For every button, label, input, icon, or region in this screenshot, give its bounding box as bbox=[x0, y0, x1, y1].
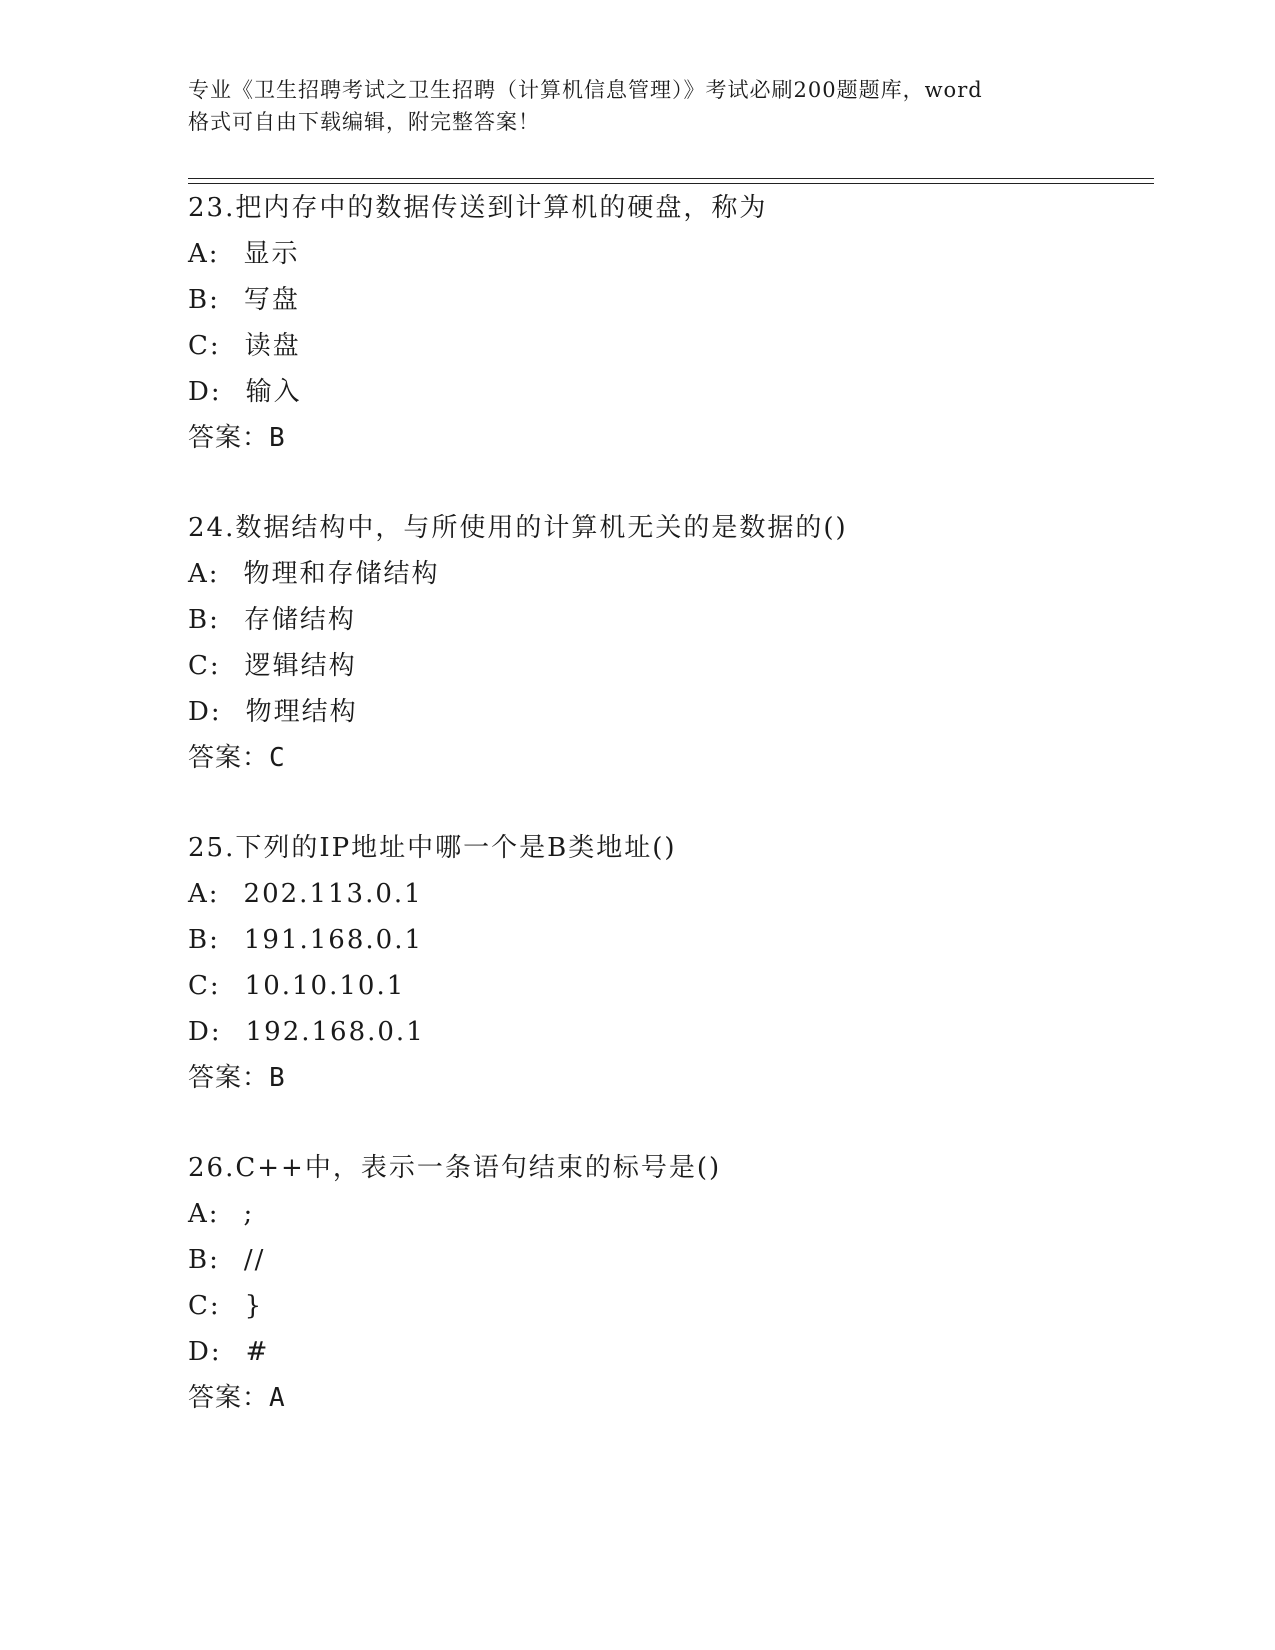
option-text: } bbox=[244, 1291, 264, 1321]
option-b bbox=[188, 277, 1148, 323]
option-text: 读盘 bbox=[244, 331, 301, 361]
option-a bbox=[188, 551, 1148, 597]
option-a bbox=[188, 871, 1148, 917]
question-23 bbox=[188, 185, 1148, 461]
option-text: 192.168.0.1 bbox=[245, 1017, 425, 1047]
header-divider-top bbox=[188, 178, 1154, 179]
option-d bbox=[188, 689, 1148, 735]
option-c bbox=[188, 1283, 1148, 1329]
answer bbox=[188, 415, 1148, 461]
option-d bbox=[188, 369, 1148, 415]
option-letter: A: bbox=[188, 1199, 220, 1229]
option-letter: B: bbox=[188, 925, 220, 955]
option-letter: A: bbox=[188, 879, 220, 909]
option-text: 输入 bbox=[245, 377, 302, 407]
document-header bbox=[188, 74, 1118, 138]
option-letter: C: bbox=[188, 331, 221, 361]
question-text: 25.下列的IP地址中哪一个是B类地址() bbox=[188, 833, 677, 863]
option-letter: B: bbox=[188, 1245, 220, 1275]
option-d bbox=[188, 1009, 1148, 1055]
option-letter: C: bbox=[188, 1291, 221, 1321]
option-a bbox=[188, 231, 1148, 277]
header-divider-bottom bbox=[188, 183, 1154, 184]
option-text: ; bbox=[243, 1199, 255, 1229]
option-text: # bbox=[245, 1337, 270, 1367]
option-a bbox=[188, 1191, 1148, 1237]
option-text: 逻辑结构 bbox=[244, 651, 357, 681]
option-c bbox=[188, 963, 1148, 1009]
question-text: 24.数据结构中，与所使用的计算机无关的是数据的() bbox=[188, 513, 848, 543]
option-letter: B: bbox=[188, 285, 220, 315]
option-letter: C: bbox=[188, 971, 221, 1001]
option-letter: D: bbox=[188, 697, 222, 727]
answer bbox=[188, 1375, 1148, 1421]
question-text: 26.C++中，表示一条语句结束的标号是() bbox=[188, 1153, 722, 1183]
option-letter: D: bbox=[188, 377, 222, 407]
option-text: 10.10.10.1 bbox=[244, 971, 406, 1001]
answer-label: 答案： bbox=[188, 423, 270, 453]
answer-value: A bbox=[269, 1383, 286, 1413]
option-text: 显示 bbox=[243, 239, 300, 269]
option-b bbox=[188, 1237, 1148, 1283]
answer-label: 答案： bbox=[188, 1383, 270, 1413]
option-letter: D: bbox=[188, 1017, 222, 1047]
answer bbox=[188, 1055, 1148, 1101]
question-25 bbox=[188, 825, 1148, 1101]
option-text: 存储结构 bbox=[243, 605, 356, 635]
option-c bbox=[188, 643, 1148, 689]
option-text: 202.113.0.1 bbox=[243, 879, 423, 909]
option-letter: C: bbox=[188, 651, 221, 681]
option-letter: D: bbox=[188, 1337, 222, 1367]
option-c bbox=[188, 323, 1148, 369]
option-d bbox=[188, 1329, 1148, 1375]
option-letter: B: bbox=[188, 605, 220, 635]
option-b bbox=[188, 597, 1148, 643]
answer-label: 答案： bbox=[188, 743, 270, 773]
answer-value: C bbox=[269, 743, 286, 773]
question-24 bbox=[188, 505, 1148, 781]
answer-value: B bbox=[269, 1063, 286, 1093]
question-26 bbox=[188, 1145, 1148, 1421]
option-text: 物理和存储结构 bbox=[243, 559, 440, 589]
answer-label: 答案： bbox=[188, 1063, 270, 1093]
question-text: 23.把内存中的数据传送到计算机的硬盘，称为 bbox=[188, 193, 768, 223]
option-text: 物理结构 bbox=[245, 697, 358, 727]
option-b bbox=[188, 917, 1148, 963]
option-letter: A: bbox=[188, 239, 220, 269]
header-line-2: 格式可自由下载编辑，附完整答案！ bbox=[188, 110, 540, 134]
header-line-1: 专业《卫生招聘考试之卫生招聘（计算机信息管理）》考试必刷200题题库，word bbox=[188, 78, 983, 102]
option-text: 写盘 bbox=[243, 285, 300, 315]
option-text: 191.168.0.1 bbox=[243, 925, 424, 955]
option-letter: A: bbox=[188, 559, 220, 589]
option-text: // bbox=[243, 1245, 266, 1275]
answer-value: B bbox=[269, 423, 286, 453]
answer bbox=[188, 735, 1148, 781]
